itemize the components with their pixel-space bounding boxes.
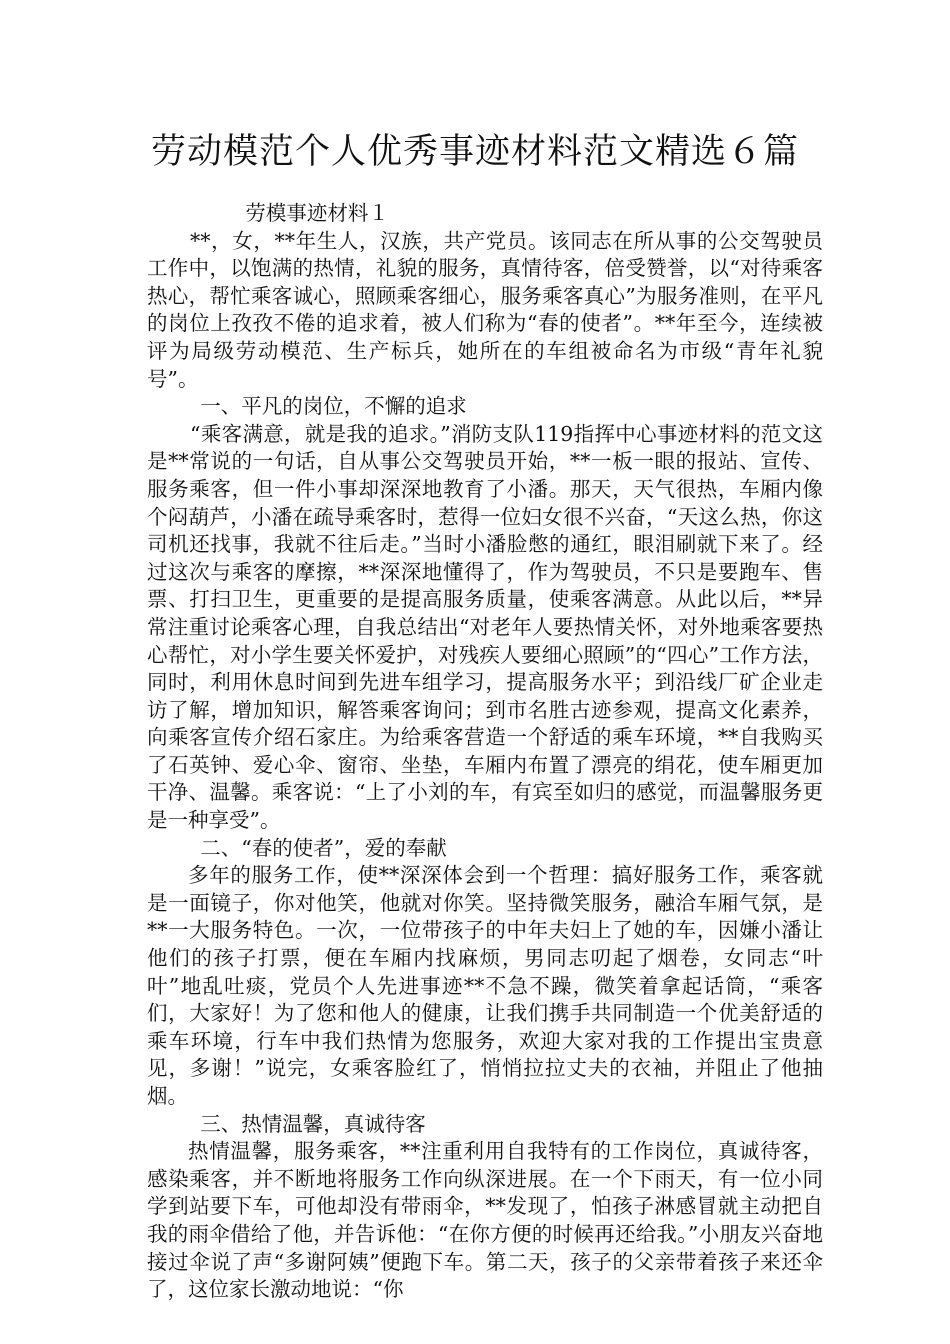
section-paragraph-1: “乘客满意，就是我的追求。”消防支队119指挥中心事迹材料的范文这是**常说的一句话，自从事公交驾驶员开始，**一板一眼的报站、宣传、服务乘客，但一件小事却深深地教育了小潘。那天，天气很热，车厢内像个闷葫芦，小潘在疏导乘客时，惹得一位妇女很不兴奋，“天这么热，你这司机还找事，我就不往后走。”当时小潘脸憋的通红，眼泪刷就下来了。经过这次与乘客的摩擦，**深深地懂得了，作为驾驶员，不只是要跑车、售票、打扫卫生，更重要的是提高服务质量，使乘客满意。从此以后，**异常注重讨论乘客心理，自我总结出“对老年人要热情关怀，对外地乘客要热心帮忙，对小学生要关怀爱护，对残疾人要细心照顾”的“四心”工作方法，同时，利用休息时间到先进车组学习，提高服务水平；到沿线厂矿企业走访了解，增加知识，解答乘客询问；到市名胜古迹参观，提高文化素养，向乘客宣传介绍石家庄。为给乘客营造一个舒适的乘车环境，**自我购买了石英钟、爱心伞、窗帘、坐垫，车厢内布置了漂亮的绢花，使车厢更加干净、温馨。乘客说：“上了小刘的车，有宾至如归的感觉，而温馨服务更是一种享受”。 [147,421,823,833]
section-paragraph-2: 多年的服务工作，使**深深体会到一个哲理：搞好服务工作，乘客就是一面镜子，你对他笑，他就对你笑。坚持微笑服务，融洽车厢气氛，是**一大服务特色。一次，一位带孩子的中年夫妇上了她的车，因嫌小潘让他们的孩子打票，便在车厢内找麻烦，男同志叨起了烟卷，女同志“叶叶”地乱吐痰，党员个人先进事迹**不急不躁，微笑着拿起话筒，“乘客们，大家好！为了您和他人的健康，让我们携手共同制造一个优美舒适的乘车环境，行车中我们热情为您服务，欢迎大家对我的工作提出宝贵意见，多谢！”说完，女乘客脸红了，悄悄拉拉丈夫的衣袖，并阻止了他抽烟。 [147,863,823,1108]
section-heading-3: 三、热情温馨，真诚待客 [200,1111,426,1136]
document-title: 劳动模范个人优秀事迹材料范文精选６篇 [150,132,799,172]
intro-paragraph: **，女，**年生人，汉族，共产党员。该同志在所从事的公交驾驶员工作中，以饱满的热情，礼貌的服务，真情待客，倍受赞誉，以“对待乘客热心，帮忙乘客诚心，照顾乘客细心，服务乘客真心”为服务准则，在平凡的岗位上孜孜不倦的追求着，被人们称为“春的使者”。**年至今，连续被评为局级劳动模范、生产标兵，她所在的车组被命名为市级“青年礼貌号”。 [147,228,823,391]
section-heading-1: 一、平凡的岗位，不懈的追求 [200,394,467,419]
section-heading-2: 二、“春的使者”，爱的奉献 [200,835,447,860]
section-subtitle: 劳模事迹材料１ [245,201,389,225]
document-body [147,200,823,1304]
section-paragraph-3: 热情温馨，服务乘客，**注重利用自我特有的工作岗位，真诚待客，感染乘客，并不断地将服务工作向纵深进展。在一个下雨天，有一位小同学到站要下车，可他却没有带雨伞，**发现了，怕孩子淋感冒就主动把自我的雨伞借给了他，并告诉他：“在你方便的时候再还给我。”小朋友兴奋地接过伞说了声“多谢阿姨”便跑下车。第二天，孩子的父亲带着孩子来还伞了，这位家长激动地说：“你 [147,1139,823,1302]
